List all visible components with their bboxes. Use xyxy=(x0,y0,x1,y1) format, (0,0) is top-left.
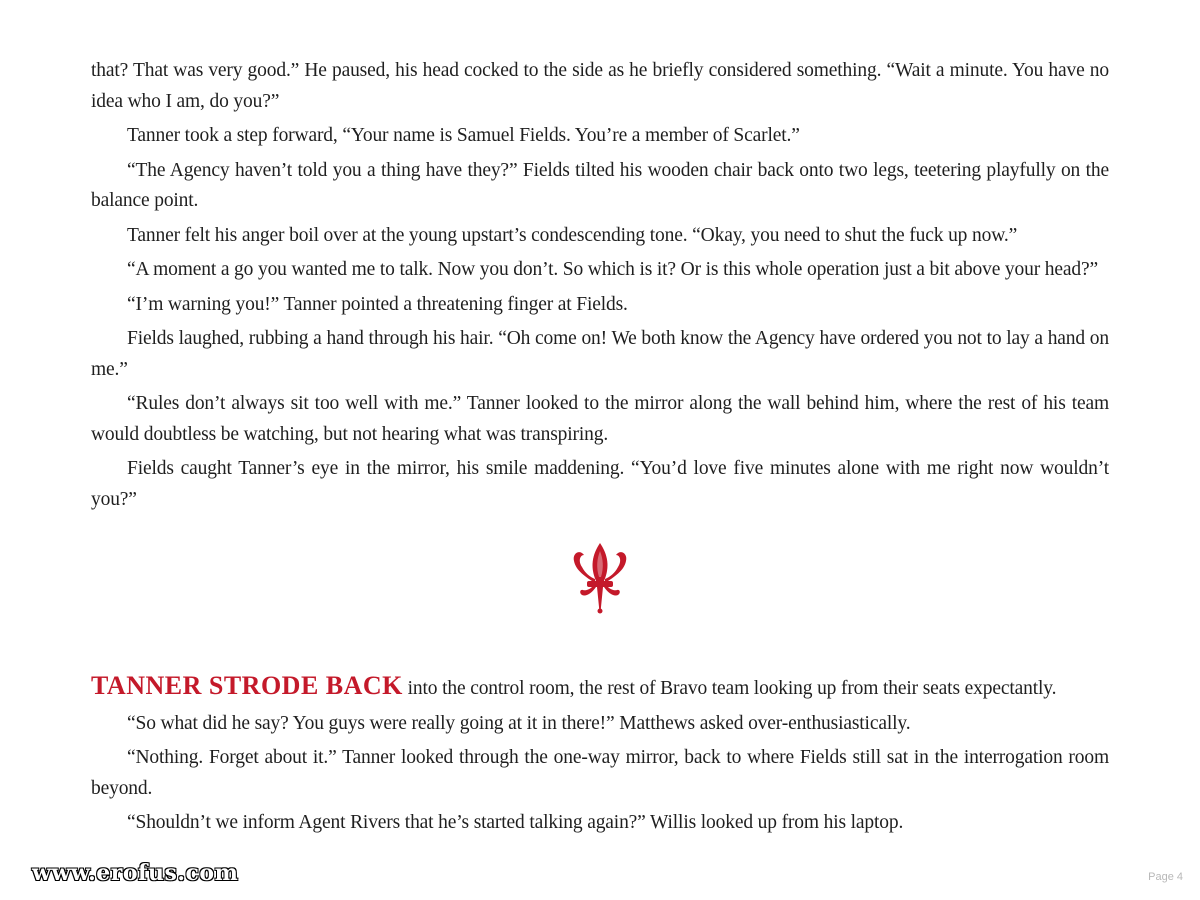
paragraph: “Nothing. Forget about it.” Tanner looked through the one-way mirror, back to where Fields still sat in the interrogation room beyond. xyxy=(91,747,1109,799)
fleur-de-lis-icon xyxy=(570,541,630,615)
paragraph: Fields laughed, rubbing a hand through his hair. “Oh come on! We both know the Agency have ordered you not to lay a hand on me.” xyxy=(91,328,1109,380)
paragraph: “The Agency haven’t told you a thing have they?” Fields tilted his wooden chair back onto two legs, teetering playfully on the balance point. xyxy=(91,159,1109,211)
section-break xyxy=(91,541,1109,641)
paragraph: “Rules don’t always sit too well with me.” Tanner looked to the mirror along the wall behind him, where the rest of his team would doubtless be watching, but not hearing what was transpiring. xyxy=(91,393,1109,445)
page-content xyxy=(91,56,1109,839)
paragraph: Tanner took a step forward, “Your name is Samuel Fields. You’re a member of Scarlet.” xyxy=(127,125,800,146)
paragraph: “Shouldn’t we inform Agent Rivers that he’s started talking again?” Willis looked up from his laptop. xyxy=(127,812,904,833)
paragraph: Tanner felt his anger boil over at the young upstart’s condescending tone. “Okay, you need to shut the fuck up now.” xyxy=(127,224,1018,246)
section-lead-rest: into the control room, the rest of Bravo team looking up from their seats expectantly. xyxy=(402,678,1057,699)
paragraph: “So what did he say? You guys were really going at it in there!” Matthews asked over-enthusiastically. xyxy=(127,712,911,734)
page-number: Page 4 xyxy=(1148,871,1183,883)
paragraph: that? That was very good.” He paused, his head cocked to the side as he briefly considered something. “Wait a minute. You have no idea who I am, do you?” xyxy=(91,60,1109,112)
watermark: www.erofus.com xyxy=(32,860,239,886)
paragraph: “I’m warning you!” Tanner pointed a threatening finger at Fields. xyxy=(127,293,628,315)
paragraph: “A moment a go you wanted me to talk. Now you don’t. So which is it? Or is this whole operation just a bit above your head?” xyxy=(127,259,1099,280)
section-lead-in: TANNER STRODE BACK xyxy=(91,671,403,700)
paragraph: Fields caught Tanner’s eye in the mirror, his smile maddening. “You’d love five minutes alone with me right now wouldn’t you?” xyxy=(91,458,1109,510)
section-opening-paragraph xyxy=(91,671,1109,705)
